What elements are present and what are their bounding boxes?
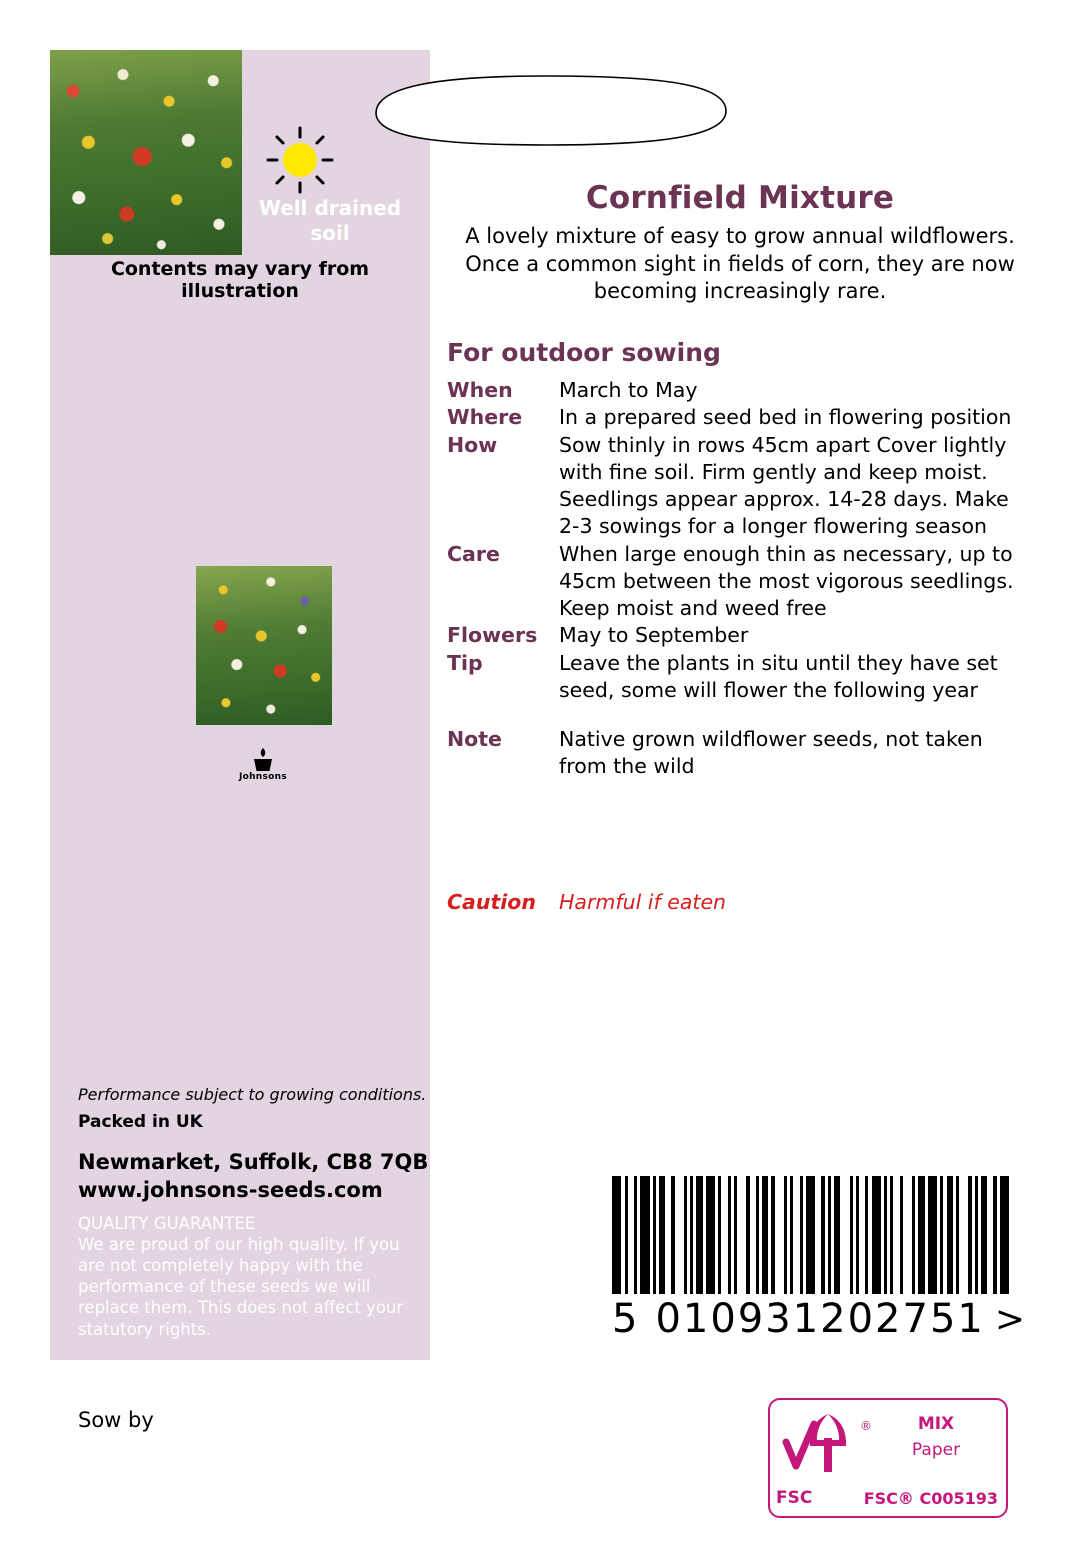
instruction-row [447, 650, 1027, 705]
instruction-row [447, 622, 1027, 649]
instruction-value: Sow thinly in rows 45cm apart Cover lightly with fine soil. Firm gently and keep moist. Seedlings appear approx. 14-28 days. Make 2-3 sowings for a longer flowering season [559, 432, 1009, 539]
barcode [612, 1176, 1028, 1342]
instruction-value: March to May [559, 378, 698, 402]
instruction-value: Leave the plants in situ until they have set seed, some will flower the following year [559, 650, 998, 702]
instruction-row [447, 541, 1027, 623]
fsc-code: FSC® C005193 [863, 1489, 998, 1508]
website-line: www.johnsons-seeds.com [78, 1178, 383, 1203]
caution-label: Caution [447, 890, 536, 914]
instruction-row [447, 432, 1027, 541]
product-description: A lovely mixture of easy to grow annual wildflowers. Once a common sight in fields of corn, they are now becoming increasingly rare. [465, 224, 1015, 304]
page-title: Cornfield Mixture [585, 180, 895, 216]
caution-row [447, 890, 726, 914]
instruction-label: Care [447, 541, 500, 566]
fsc-logo-label: FSC [776, 1488, 813, 1508]
barcode-trailing: > [994, 1298, 1028, 1340]
instruction-label: How [447, 432, 498, 457]
plant-pot-icon [250, 748, 276, 770]
instruction-value: When large enough thin as necessary, up to 45cm between the most vigorous seedlings. Keep moist and weed free [559, 541, 1014, 620]
instruction-row [447, 404, 1027, 431]
section-heading-outdoor-sowing: For outdoor sowing [447, 338, 721, 367]
quality-guarantee-body: We are proud of our high quality. If you are not completely happy with the performance of these seeds we will replace them. This does not affect your statutory rights. [78, 1235, 404, 1339]
note-row [447, 726, 1027, 781]
fsc-paper-label: Paper [911, 1439, 961, 1460]
quality-guarantee-title: QUALITY GUARANTEE [78, 1214, 256, 1233]
packed-in-label: Packed in UK [78, 1112, 203, 1132]
instruction-label: Where [447, 405, 523, 430]
caution-value: Harmful if eaten [559, 890, 727, 914]
well-drained-line-2: soil [310, 221, 350, 245]
fsc-mix-info [876, 1412, 996, 1463]
instruction-value: In a prepared seed bed in flowering position [559, 405, 1012, 430]
barcode-first-digit: 5 [612, 1296, 640, 1342]
meadow-photo-large [50, 50, 242, 255]
speech-bubble-callout [366, 73, 732, 148]
meadow-illustration [50, 50, 242, 255]
meadow-illustration-small [196, 566, 332, 725]
barcode-digits [612, 1296, 1028, 1342]
fsc-certification-box [768, 1398, 1008, 1518]
instruction-value: May to September [559, 623, 749, 648]
sun-icon [255, 120, 345, 200]
well-drained-soil-label [232, 196, 428, 246]
address-line: Newmarket, Suffolk, CB8 7QB [78, 1150, 429, 1174]
note-label: Note [447, 727, 502, 751]
performance-note: Performance subject to growing conditions. [78, 1085, 427, 1104]
fsc-mix-label: MIX [917, 1414, 955, 1434]
meadow-photo-small [196, 566, 332, 725]
svg-text:®: ® [860, 1419, 872, 1433]
contents-note: Contents may vary from illustration [110, 258, 370, 302]
well-drained-line-1: Well drained [258, 196, 402, 220]
instruction-label: When [447, 378, 513, 402]
instruction-label: Flowers [447, 623, 538, 648]
quality-guarantee [78, 1213, 426, 1340]
company-address [78, 1148, 428, 1205]
note-value: Native grown wildflower seeds, not taken from the wild [559, 727, 983, 779]
sow-by-label: Sow by [78, 1408, 154, 1432]
instruction-row [447, 377, 1027, 404]
instruction-label: Tip [447, 650, 483, 675]
johnsons-logo-text: Johnsons [238, 772, 288, 782]
barcode-bars [612, 1176, 1012, 1294]
sowing-instructions-list [447, 377, 1027, 781]
johnsons-logo [233, 748, 293, 796]
fsc-tree-icon [780, 1408, 876, 1480]
barcode-number: 010931202751 [655, 1296, 985, 1342]
